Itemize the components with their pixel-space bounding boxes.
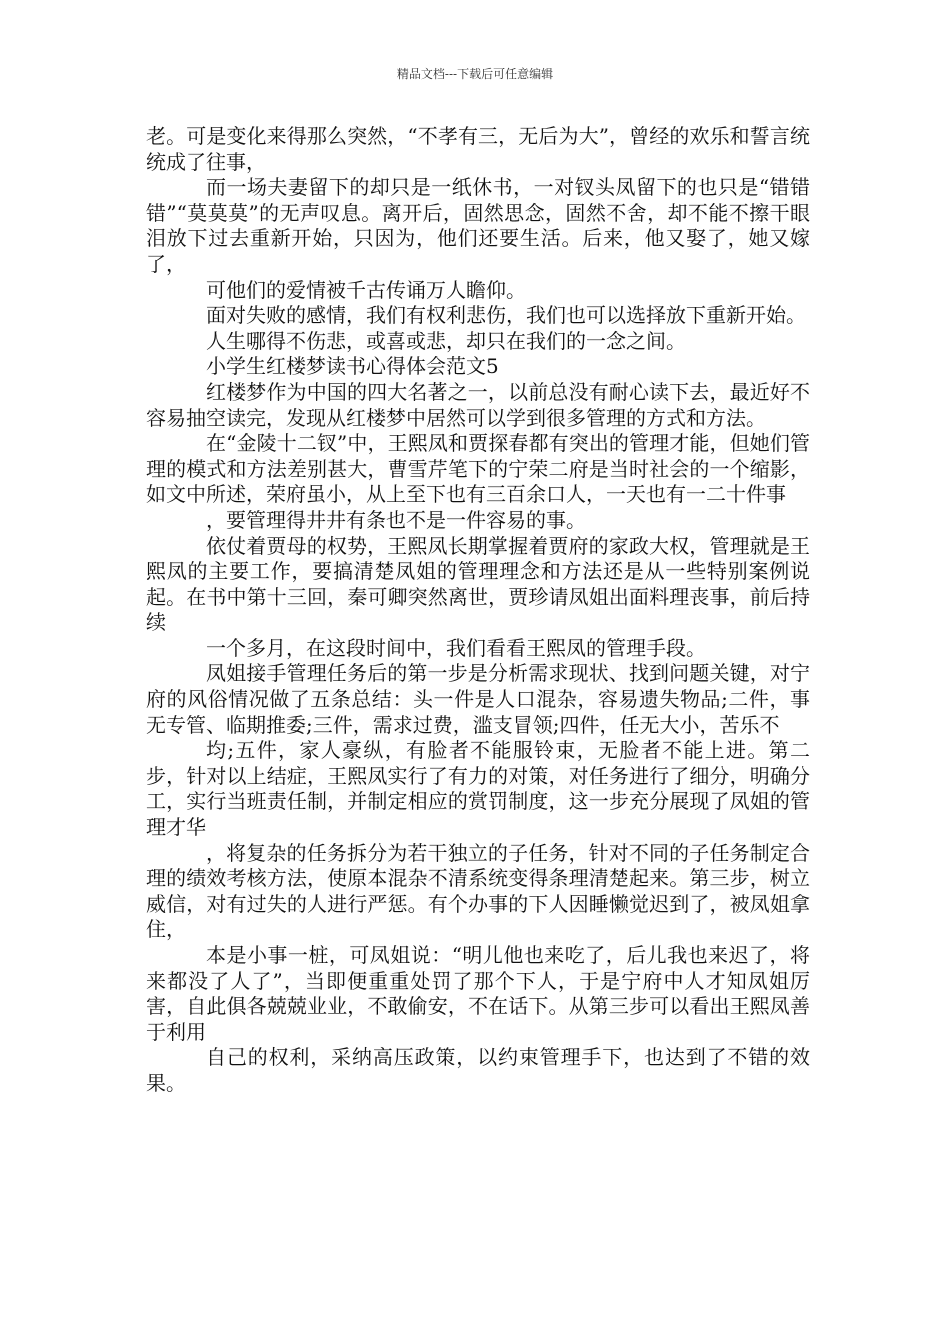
document-body [146,124,810,1097]
paragraph: 面对失败的感情，我们有权利悲伤，我们也可以选择放下重新开始。 [206,303,806,328]
paragraph: 本是小事一桩，可凤姐说：“明儿他也来吃了，后儿我也来迟了，将来都没了人了”，当即便重重处罚了那个下人，于是宁府中人才知凤姐厉害，自此俱各兢兢业业，不敢偷安，不在话下。从第三步可以看出王熙凤善于利用 [146,943,810,1044]
paragraph: 人生哪得不伤悲，或喜或悲，却只在我们的一念之间。 [206,328,686,353]
paragraph: ，要管理得井井有条也不是一件容易的事。 [206,507,586,532]
page-header: 精品文档---下载后可任意编辑 [396,67,554,81]
paragraph: 老。可是变化来得那么突然，“不孝有三，无后为大”，曾经的欢乐和誓言统统成了往事， [146,124,810,174]
paragraph: 一个多月，在这段时间中，我们看看王熙凤的管理手段。 [206,635,706,660]
paragraph: 凤姐接手管理任务后的第一步是分析需求现状、找到问题关键，对宁府的风俗情况做了五条总结：头一件是人口混杂，容易遗失物品;二件，事无专管、临期推委;三件，需求过费，滥支冒领;四件，任无大小，苦乐不 [146,661,810,737]
paragraph: 而一场夫妻留下的却只是一纸休书，一对钗头凤留下的也只是“错错错”“莫莫莫”的无声叹息。离开后，固然思念，固然不舍，却不能不擦干眼泪放下过去重新开始，只因为，他们还要生活。后来，他又娶了，她又嫁了， [146,175,810,276]
section-heading: 小学生红楼梦读书心得体会范文5 [206,354,499,379]
paragraph: ，将复杂的任务拆分为若干独立的子任务，针对不同的子任务制定合理的绩效考核方法，使原本混杂不清系统变得条理清楚起来。第三步，树立威信，对有过失的人进行严惩。有个办事的下人因睡懒觉迟到了，被凤姐拿住， [146,840,810,942]
paragraph: 红楼梦作为中国的四大名著之一，以前总没有耐心读下去，最近好不容易抽空读完，发现从红楼梦中居然可以学到很多管理的方式和方法。 [146,379,810,430]
paragraph: 可他们的爱情被千古传诵万人瞻仰。 [206,277,526,302]
paragraph: 自己的权利，采纳高压政策，以约束管理手下，也达到了不错的效果。 [146,1045,810,1095]
paragraph: 均;五件，家人豪纵，有脸者不能服铃束，无脸者不能上进。第二步，针对以上结症，王熙凤实行了有力的对策，对任务进行了细分，明确分工，实行当班责任制，并制定相应的赏罚制度，这一步充分展现了凤姐的管理才华 [146,738,810,840]
paragraph: 依仗着贾母的权势，王熙凤长期掌握着贾府的家政大权，管理就是王熙凤的主要工作，要搞清楚凤姐的管理理念和方法还是从一些特别案例说起。在书中第十三回，秦可卿突然离世，贾珍请凤姐出面料理丧事，前后持续 [146,533,810,635]
paragraph: 在“金陵十二钗”中，王熙凤和贾探春都有突出的管理才能，但她们管理的模式和方法差别甚大，曹雪芹笔下的宁荣二府是当时社会的一个缩影，如文中所述，荣府虽小，从上至下也有三百余口人，一天也有一二十件事 [146,431,810,507]
